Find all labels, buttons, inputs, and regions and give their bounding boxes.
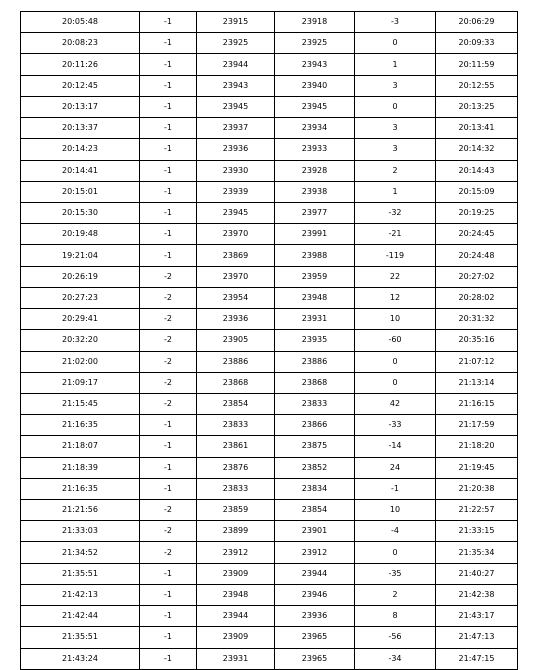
entry-price-cell: 23915 bbox=[197, 12, 275, 33]
entry-price-cell: 23868 bbox=[197, 372, 275, 393]
entry-time-cell: 20:05:48 bbox=[21, 12, 140, 33]
entry-time-cell: 21:16:35 bbox=[21, 478, 140, 499]
entry-time-cell: 20:26:19 bbox=[21, 266, 140, 287]
exit-time-cell: 20:27:02 bbox=[436, 266, 518, 287]
exit-price-cell: 23925 bbox=[275, 33, 355, 54]
profit-cell: -35 bbox=[355, 563, 436, 584]
entry-time-cell: 20:19:48 bbox=[21, 224, 140, 245]
exit-price-cell: 23946 bbox=[275, 584, 355, 605]
entry-time-cell: 20:11:26 bbox=[21, 54, 140, 75]
exit-price-cell: 23834 bbox=[275, 478, 355, 499]
entry-time-cell: 21:18:07 bbox=[21, 436, 140, 457]
table-row bbox=[21, 627, 518, 648]
profit-cell: -1 bbox=[355, 478, 436, 499]
position-cell: -1 bbox=[140, 245, 197, 266]
table-row bbox=[21, 648, 518, 669]
exit-price-cell: 23944 bbox=[275, 563, 355, 584]
profit-cell: 42 bbox=[355, 393, 436, 414]
exit-time-cell: 21:18:20 bbox=[436, 436, 518, 457]
profit-cell: -60 bbox=[355, 330, 436, 351]
table-row bbox=[21, 309, 518, 330]
position-cell: -1 bbox=[140, 584, 197, 605]
entry-price-cell: 23925 bbox=[197, 33, 275, 54]
table-row bbox=[21, 478, 518, 499]
position-cell: -1 bbox=[140, 478, 197, 499]
table-row bbox=[21, 351, 518, 372]
entry-price-cell: 23859 bbox=[197, 500, 275, 521]
table-row bbox=[21, 542, 518, 563]
entry-price-cell: 23954 bbox=[197, 287, 275, 308]
entry-price-cell: 23970 bbox=[197, 224, 275, 245]
profit-cell: -14 bbox=[355, 436, 436, 457]
exit-price-cell: 23928 bbox=[275, 160, 355, 181]
exit-price-cell: 23948 bbox=[275, 287, 355, 308]
position-cell: -2 bbox=[140, 500, 197, 521]
entry-price-cell: 23948 bbox=[197, 584, 275, 605]
profit-cell: 3 bbox=[355, 75, 436, 96]
exit-price-cell: 23918 bbox=[275, 12, 355, 33]
exit-price-cell: 23912 bbox=[275, 542, 355, 563]
entry-price-cell: 23943 bbox=[197, 75, 275, 96]
profit-cell: 0 bbox=[355, 542, 436, 563]
table-row bbox=[21, 563, 518, 584]
entry-price-cell: 23899 bbox=[197, 521, 275, 542]
table-row bbox=[21, 96, 518, 117]
exit-time-cell: 20:24:45 bbox=[436, 224, 518, 245]
position-cell: -1 bbox=[140, 54, 197, 75]
entry-price-cell: 23861 bbox=[197, 436, 275, 457]
position-cell: -1 bbox=[140, 648, 197, 669]
entry-price-cell: 23909 bbox=[197, 563, 275, 584]
trade-log-table bbox=[20, 11, 518, 670]
exit-price-cell: 23934 bbox=[275, 118, 355, 139]
table-row bbox=[21, 606, 518, 627]
exit-price-cell: 23988 bbox=[275, 245, 355, 266]
profit-cell: 1 bbox=[355, 181, 436, 202]
table-row bbox=[21, 181, 518, 202]
table-row bbox=[21, 245, 518, 266]
entry-time-cell: 20:29:41 bbox=[21, 309, 140, 330]
table-row bbox=[21, 415, 518, 436]
entry-price-cell: 23931 bbox=[197, 648, 275, 669]
exit-time-cell: 21:47:13 bbox=[436, 627, 518, 648]
exit-price-cell: 23852 bbox=[275, 457, 355, 478]
table-row bbox=[21, 521, 518, 542]
exit-time-cell: 20:12:55 bbox=[436, 75, 518, 96]
entry-price-cell: 23936 bbox=[197, 139, 275, 160]
entry-time-cell: 21:35:51 bbox=[21, 627, 140, 648]
entry-price-cell: 23944 bbox=[197, 54, 275, 75]
table-row bbox=[21, 287, 518, 308]
entry-time-cell: 21:34:52 bbox=[21, 542, 140, 563]
profit-cell: 10 bbox=[355, 309, 436, 330]
exit-time-cell: 21:35:34 bbox=[436, 542, 518, 563]
entry-price-cell: 23833 bbox=[197, 478, 275, 499]
position-cell: -2 bbox=[140, 393, 197, 414]
entry-time-cell: 20:32:20 bbox=[21, 330, 140, 351]
exit-time-cell: 20:06:29 bbox=[436, 12, 518, 33]
entry-price-cell: 23930 bbox=[197, 160, 275, 181]
exit-time-cell: 20:31:32 bbox=[436, 309, 518, 330]
table-row bbox=[21, 118, 518, 139]
profit-cell: 0 bbox=[355, 372, 436, 393]
table-row bbox=[21, 54, 518, 75]
entry-time-cell: 21:33:03 bbox=[21, 521, 140, 542]
entry-time-cell: 20:12:45 bbox=[21, 75, 140, 96]
position-cell: -1 bbox=[140, 563, 197, 584]
position-cell: -2 bbox=[140, 330, 197, 351]
table-row bbox=[21, 266, 518, 287]
exit-price-cell: 23936 bbox=[275, 606, 355, 627]
position-cell: -1 bbox=[140, 96, 197, 117]
entry-time-cell: 19:21:04 bbox=[21, 245, 140, 266]
position-cell: -1 bbox=[140, 627, 197, 648]
profit-cell: -56 bbox=[355, 627, 436, 648]
position-cell: -1 bbox=[140, 224, 197, 245]
exit-time-cell: 21:20:38 bbox=[436, 478, 518, 499]
profit-cell: -33 bbox=[355, 415, 436, 436]
table-row bbox=[21, 436, 518, 457]
position-cell: -2 bbox=[140, 521, 197, 542]
exit-time-cell: 21:47:15 bbox=[436, 648, 518, 669]
exit-time-cell: 20:09:33 bbox=[436, 33, 518, 54]
profit-cell: 0 bbox=[355, 351, 436, 372]
profit-cell: 2 bbox=[355, 160, 436, 181]
position-cell: -1 bbox=[140, 75, 197, 96]
entry-price-cell: 23886 bbox=[197, 351, 275, 372]
table-row bbox=[21, 457, 518, 478]
exit-time-cell: 21:42:38 bbox=[436, 584, 518, 605]
table-row bbox=[21, 202, 518, 223]
entry-time-cell: 21:18:39 bbox=[21, 457, 140, 478]
entry-price-cell: 23970 bbox=[197, 266, 275, 287]
entry-price-cell: 23937 bbox=[197, 118, 275, 139]
entry-time-cell: 21:43:24 bbox=[21, 648, 140, 669]
profit-cell: -21 bbox=[355, 224, 436, 245]
profit-cell: 0 bbox=[355, 33, 436, 54]
profit-cell: 3 bbox=[355, 118, 436, 139]
table-row bbox=[21, 75, 518, 96]
position-cell: -1 bbox=[140, 160, 197, 181]
position-cell: -1 bbox=[140, 118, 197, 139]
exit-time-cell: 21:13:14 bbox=[436, 372, 518, 393]
exit-time-cell: 20:13:25 bbox=[436, 96, 518, 117]
entry-price-cell: 23939 bbox=[197, 181, 275, 202]
entry-price-cell: 23854 bbox=[197, 393, 275, 414]
profit-cell: -119 bbox=[355, 245, 436, 266]
profit-cell: -32 bbox=[355, 202, 436, 223]
exit-price-cell: 23943 bbox=[275, 54, 355, 75]
exit-price-cell: 23938 bbox=[275, 181, 355, 202]
entry-time-cell: 21:35:51 bbox=[21, 563, 140, 584]
profit-cell: 2 bbox=[355, 584, 436, 605]
exit-price-cell: 23833 bbox=[275, 393, 355, 414]
entry-price-cell: 23945 bbox=[197, 96, 275, 117]
exit-price-cell: 23933 bbox=[275, 139, 355, 160]
profit-cell: -34 bbox=[355, 648, 436, 669]
entry-time-cell: 20:08:23 bbox=[21, 33, 140, 54]
exit-price-cell: 23991 bbox=[275, 224, 355, 245]
entry-time-cell: 20:15:01 bbox=[21, 181, 140, 202]
entry-time-cell: 20:15:30 bbox=[21, 202, 140, 223]
exit-time-cell: 20:35:16 bbox=[436, 330, 518, 351]
position-cell: -2 bbox=[140, 287, 197, 308]
exit-time-cell: 21:19:45 bbox=[436, 457, 518, 478]
profit-cell: 10 bbox=[355, 500, 436, 521]
position-cell: -2 bbox=[140, 351, 197, 372]
exit-time-cell: 20:14:43 bbox=[436, 160, 518, 181]
entry-price-cell: 23945 bbox=[197, 202, 275, 223]
entry-time-cell: 21:42:13 bbox=[21, 584, 140, 605]
exit-time-cell: 20:14:32 bbox=[436, 139, 518, 160]
exit-price-cell: 23965 bbox=[275, 648, 355, 669]
entry-price-cell: 23912 bbox=[197, 542, 275, 563]
table-row bbox=[21, 584, 518, 605]
profit-cell: 1 bbox=[355, 54, 436, 75]
entry-time-cell: 20:13:37 bbox=[21, 118, 140, 139]
exit-time-cell: 21:07:12 bbox=[436, 351, 518, 372]
exit-time-cell: 20:11:59 bbox=[436, 54, 518, 75]
profit-cell: 12 bbox=[355, 287, 436, 308]
exit-time-cell: 20:15:09 bbox=[436, 181, 518, 202]
exit-time-cell: 20:19:25 bbox=[436, 202, 518, 223]
entry-price-cell: 23944 bbox=[197, 606, 275, 627]
entry-time-cell: 20:14:23 bbox=[21, 139, 140, 160]
exit-time-cell: 20:13:41 bbox=[436, 118, 518, 139]
trade-log-body bbox=[21, 12, 518, 670]
profit-cell: -4 bbox=[355, 521, 436, 542]
exit-price-cell: 23965 bbox=[275, 627, 355, 648]
position-cell: -1 bbox=[140, 457, 197, 478]
exit-time-cell: 21:33:15 bbox=[436, 521, 518, 542]
exit-time-cell: 21:22:57 bbox=[436, 500, 518, 521]
exit-time-cell: 21:17:59 bbox=[436, 415, 518, 436]
entry-price-cell: 23869 bbox=[197, 245, 275, 266]
profit-cell: 0 bbox=[355, 96, 436, 117]
exit-price-cell: 23868 bbox=[275, 372, 355, 393]
position-cell: -1 bbox=[140, 606, 197, 627]
entry-time-cell: 21:02:00 bbox=[21, 351, 140, 372]
exit-price-cell: 23886 bbox=[275, 351, 355, 372]
entry-time-cell: 20:13:17 bbox=[21, 96, 140, 117]
exit-price-cell: 23901 bbox=[275, 521, 355, 542]
entry-price-cell: 23905 bbox=[197, 330, 275, 351]
entry-time-cell: 20:27:23 bbox=[21, 287, 140, 308]
profit-cell: -3 bbox=[355, 12, 436, 33]
position-cell: -1 bbox=[140, 181, 197, 202]
table-row bbox=[21, 33, 518, 54]
table-row bbox=[21, 224, 518, 245]
exit-time-cell: 20:28:02 bbox=[436, 287, 518, 308]
position-cell: -1 bbox=[140, 415, 197, 436]
exit-price-cell: 23959 bbox=[275, 266, 355, 287]
table-row bbox=[21, 330, 518, 351]
entry-time-cell: 21:16:35 bbox=[21, 415, 140, 436]
exit-time-cell: 21:40:27 bbox=[436, 563, 518, 584]
entry-time-cell: 21:15:45 bbox=[21, 393, 140, 414]
position-cell: -2 bbox=[140, 372, 197, 393]
position-cell: -2 bbox=[140, 542, 197, 563]
profit-cell: 24 bbox=[355, 457, 436, 478]
entry-time-cell: 21:21:56 bbox=[21, 500, 140, 521]
entry-time-cell: 20:14:41 bbox=[21, 160, 140, 181]
profit-cell: 22 bbox=[355, 266, 436, 287]
table-row bbox=[21, 500, 518, 521]
exit-price-cell: 23945 bbox=[275, 96, 355, 117]
position-cell: -2 bbox=[140, 266, 197, 287]
entry-price-cell: 23833 bbox=[197, 415, 275, 436]
exit-price-cell: 23940 bbox=[275, 75, 355, 96]
entry-price-cell: 23876 bbox=[197, 457, 275, 478]
entry-price-cell: 23936 bbox=[197, 309, 275, 330]
exit-price-cell: 23931 bbox=[275, 309, 355, 330]
position-cell: -1 bbox=[140, 12, 197, 33]
profit-cell: 8 bbox=[355, 606, 436, 627]
entry-time-cell: 21:09:17 bbox=[21, 372, 140, 393]
position-cell: -1 bbox=[140, 436, 197, 457]
exit-time-cell: 21:43:17 bbox=[436, 606, 518, 627]
table-row bbox=[21, 12, 518, 33]
exit-time-cell: 21:16:15 bbox=[436, 393, 518, 414]
entry-time-cell: 21:42:44 bbox=[21, 606, 140, 627]
position-cell: -1 bbox=[140, 202, 197, 223]
exit-price-cell: 23875 bbox=[275, 436, 355, 457]
position-cell: -2 bbox=[140, 309, 197, 330]
profit-cell: 3 bbox=[355, 139, 436, 160]
exit-price-cell: 23854 bbox=[275, 500, 355, 521]
exit-time-cell: 20:24:48 bbox=[436, 245, 518, 266]
table-row bbox=[21, 372, 518, 393]
table-row bbox=[21, 160, 518, 181]
entry-price-cell: 23909 bbox=[197, 627, 275, 648]
table-row bbox=[21, 139, 518, 160]
position-cell: -1 bbox=[140, 33, 197, 54]
table-row bbox=[21, 393, 518, 414]
position-cell: -1 bbox=[140, 139, 197, 160]
exit-price-cell: 23977 bbox=[275, 202, 355, 223]
exit-price-cell: 23935 bbox=[275, 330, 355, 351]
exit-price-cell: 23866 bbox=[275, 415, 355, 436]
